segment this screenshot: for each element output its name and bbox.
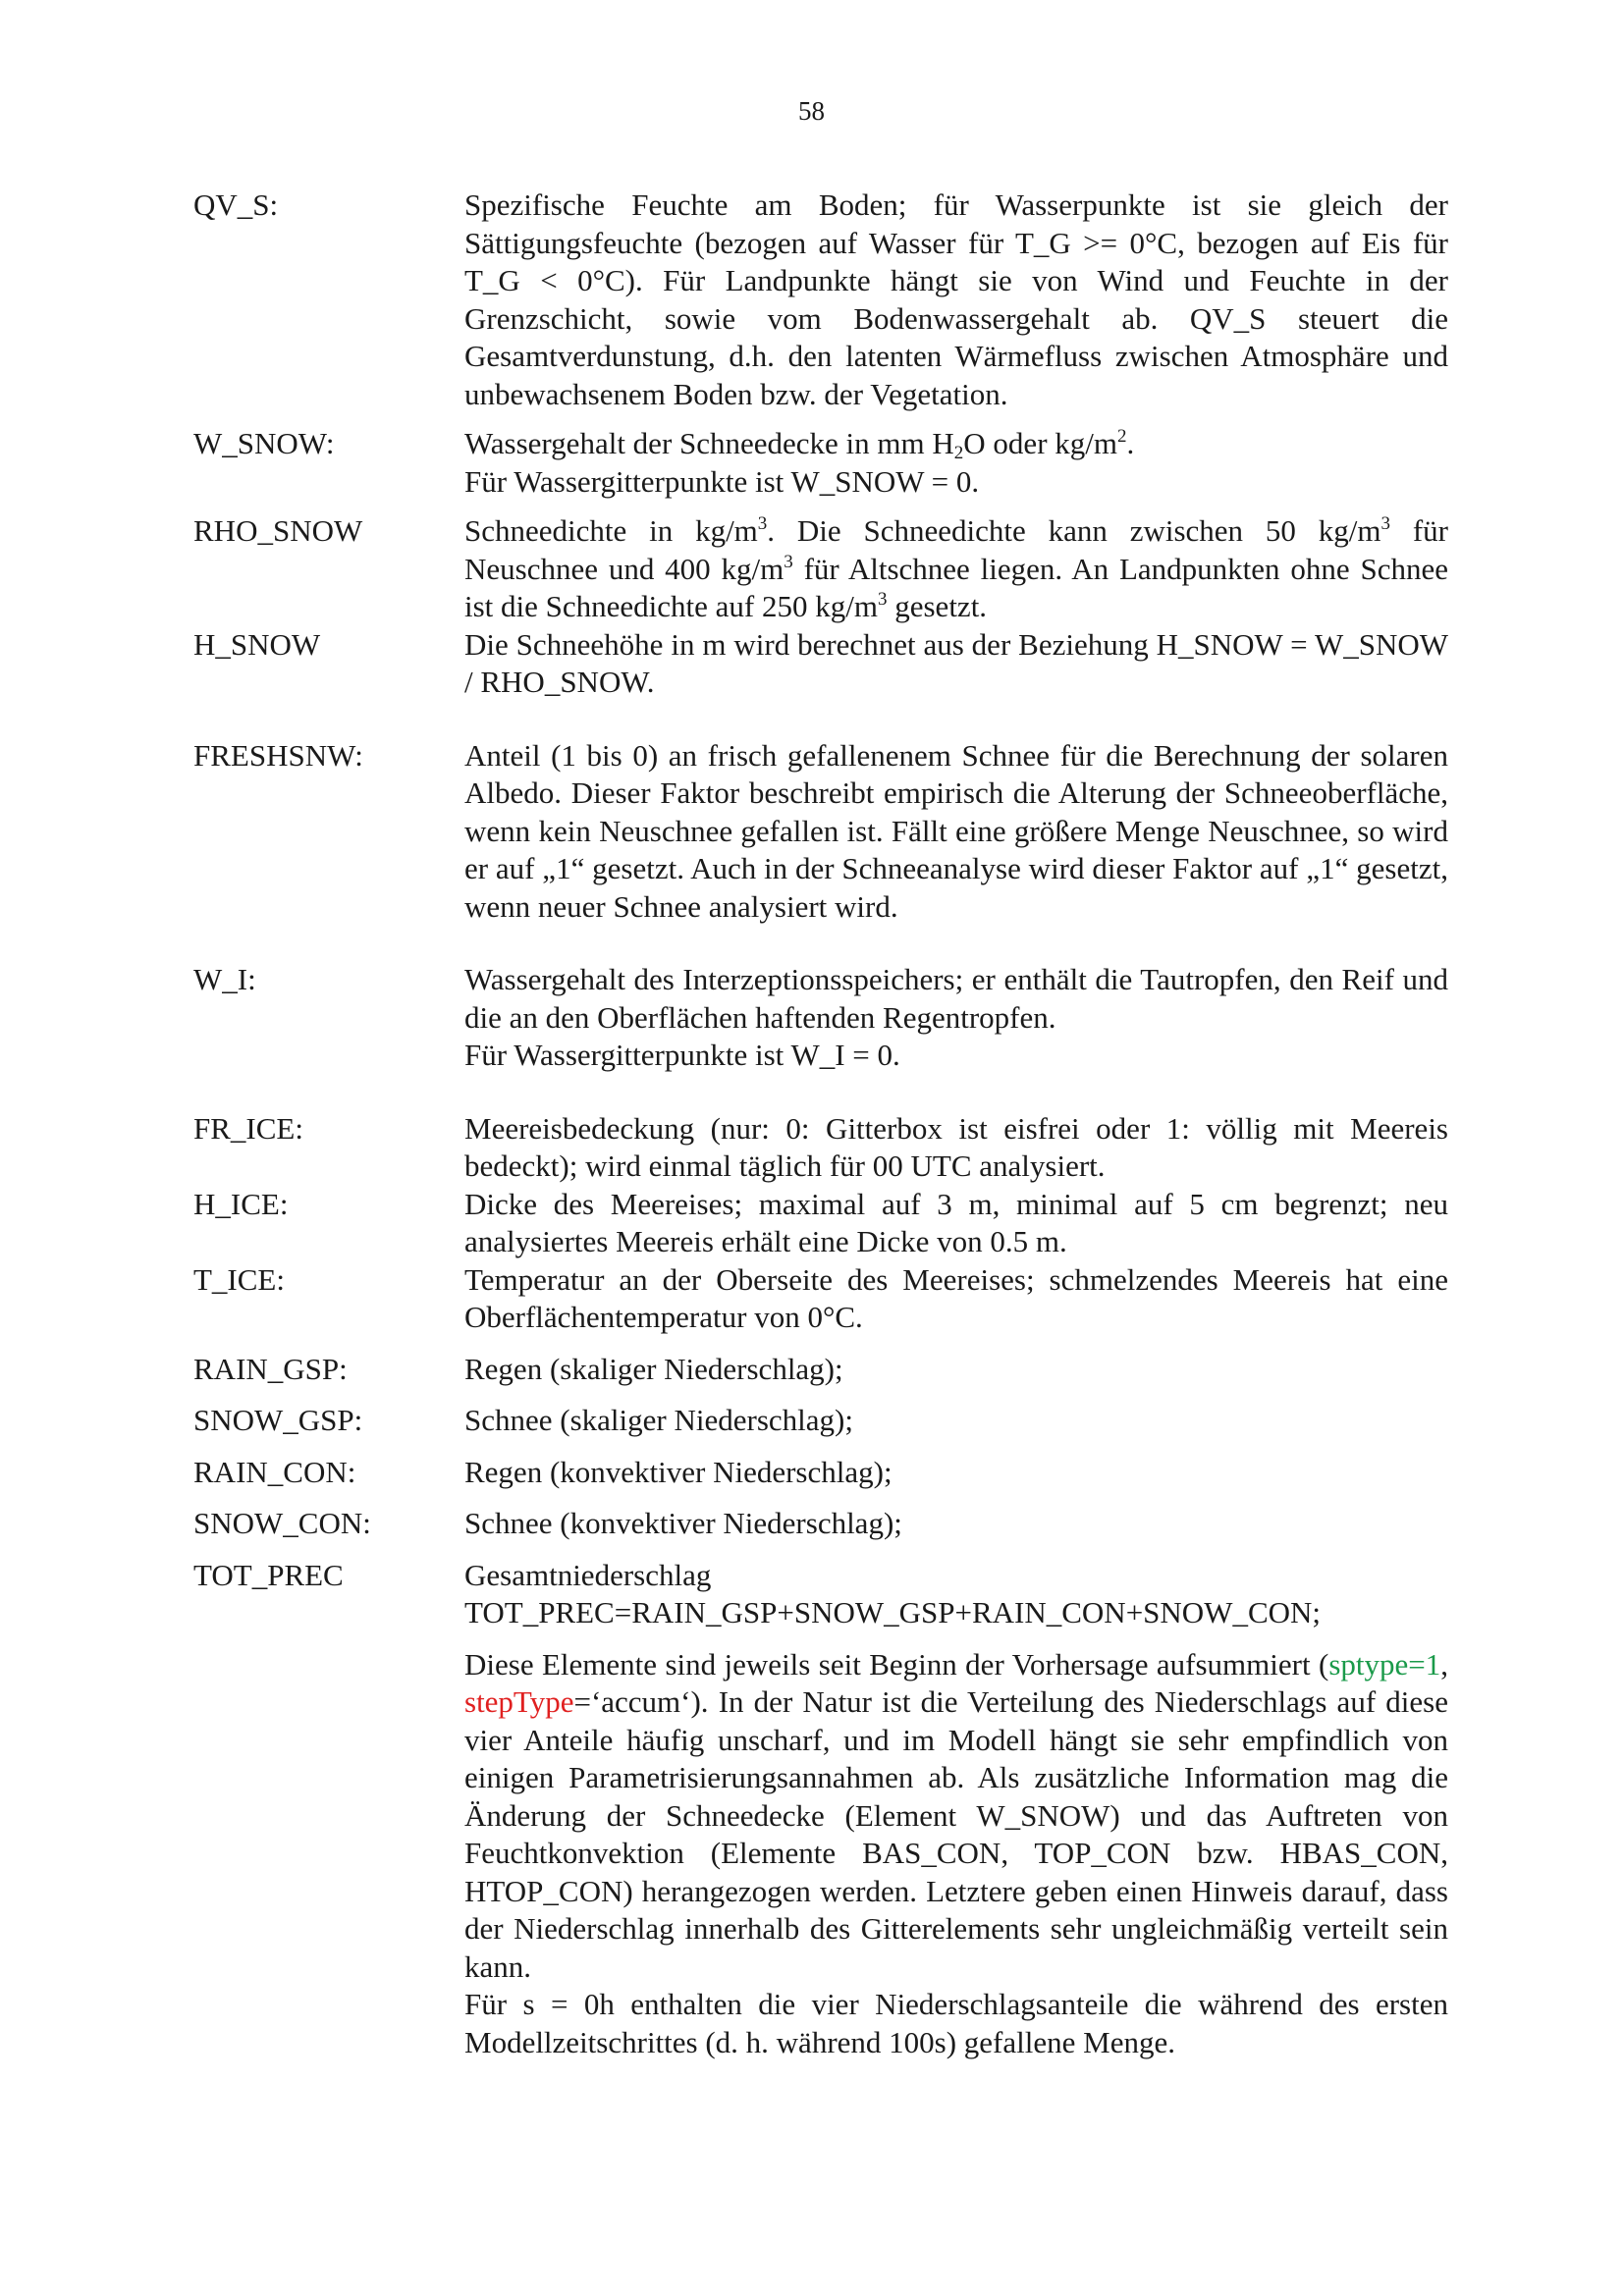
entry-h-snow [193, 626, 1448, 702]
entry-freshsnw [193, 737, 1448, 927]
term-freshsnw: FRESHSNW: [193, 737, 363, 773]
rho-text-3: für Neuschnee und 400 kg/m [464, 513, 1448, 586]
steptype-highlight: stepType [464, 1684, 574, 1719]
rho-sup-2: 3 [1380, 513, 1390, 534]
rho-text-5: gesetzt. [887, 589, 988, 623]
desc-rain-gsp: Regen (skaliger Niederschlag); [464, 1351, 843, 1386]
desc-rain-con: Regen (konvektiver Niederschlag); [464, 1454, 893, 1489]
entry-h-ice [193, 1186, 1448, 1261]
desc-h-ice: Dicke des Meereises; maximal auf 3 m, minimal auf 5 cm begrenzt; neu analysiertes Meereis erhält eine Dicke von 0.5 m. [464, 1186, 1448, 1258]
entry-snow-con [193, 1505, 1448, 1543]
desc-qv-s: Spezifische Feuchte am Boden; für Wasserpunkte ist sie gleich der Sättigungsfeuchte (bezogen auf Wasser für T_G >= 0°C, bezogen auf Eis für T_G < 0°C). Für Landpunkte hängt sie von Wind und Feuchte in der Grenzschicht, sowie vom Bodenwassergehalt ab. QV_S steuert die Gesamtverdunstung, d.h. den latenten Wärmefluss zwischen Atmosphäre und unbewachsenem Boden bzw. der Vegetation. [464, 187, 1448, 411]
desc-w-i [464, 961, 1448, 1075]
entry-w-i [193, 961, 1448, 1075]
desc-fr-ice: Meereisbedeckung (nur: 0: Gitterbox ist eisfrei oder 1: völlig mit Meereis bedeckt); wird einmal täglich für 00 UTC analysiert. [464, 1110, 1448, 1183]
entry-fr-ice [193, 1110, 1448, 1186]
term-qv-s: QV_S: [193, 187, 279, 222]
term-rain-con: RAIN_CON: [193, 1454, 356, 1489]
desc-notes [464, 1646, 1448, 2062]
tot-prec-formula: TOT_PREC=RAIN_GSP+SNOW_GSP+RAIN_CON+SNOW_CON; [464, 1595, 1322, 1629]
notes-comma: , [1440, 1646, 1448, 1682]
w-i-line-2: Für Wassergitterpunkte ist W_I = 0. [464, 1038, 900, 1072]
term-h-snow: H_SNOW [193, 626, 321, 662]
entry-qv-s [193, 187, 1448, 413]
term-snow-con: SNOW_CON: [193, 1506, 371, 1540]
parameter-list [193, 187, 1448, 2061]
rho-sup-4: 3 [877, 589, 888, 610]
entry-w-snow [193, 425, 1448, 501]
w-snow-superscript: 2 [1117, 426, 1127, 447]
entry-t-ice [193, 1261, 1448, 1337]
rho-text-2: . Die Schneedichte kann zwischen 50 kg/m [767, 513, 1381, 548]
entry-rain-con [193, 1454, 1448, 1492]
entry-rain-gsp [193, 1351, 1448, 1389]
rho-text-4: für Altschnee liegen. An Landpunkten ohne Schnee ist die Schneedichte auf 250 kg/m [464, 551, 1448, 623]
rho-sup-3: 3 [784, 551, 793, 572]
desc-tot-prec [464, 1557, 1448, 1632]
entry-snow-gsp [193, 1402, 1448, 1440]
w-snow-text-b: O oder kg/m [963, 426, 1117, 460]
notes-text-b: =‘accum‘). In der Natur ist die Verteilung des Niederschlags auf diese vier Anteile häufig unscharf, und im Modell hängt sie sehr empfindlich von einigen Parametrisierungsannahmen ab. Als zusätzliche Information mag die Änderung der Schneedecke (Element W_SNOW) und das Auftreten von Feuchtkonvektion (Elemente BAS_CON, TOP_CON bzw. HBAS_CON, HTOP_CON) herangezogen werden. Letztere geben einen Hinweis darauf, dass der Niederschlag innerhalb des Gitterelements sehr ungleichmäßig verteilt sein kann. [464, 1684, 1448, 1984]
term-h-ice: H_ICE: [193, 1186, 289, 1221]
desc-snow-con: Schnee (konvektiver Niederschlag); [464, 1506, 902, 1540]
term-w-i: W_I: [193, 962, 256, 996]
term-notes-blank [193, 1646, 464, 2062]
term-rain-gsp: RAIN_GSP: [193, 1351, 348, 1386]
term-t-ice: T_ICE: [193, 1261, 285, 1297]
term-fr-ice: FR_ICE: [193, 1110, 303, 1146]
rho-text-1: Schneedichte in kg/m [464, 513, 758, 548]
notes-paragraph-2: Für s = 0h enthalten die vier Niederschlagsanteile die während des ersten Modellzeitschrittes (d. h. während 100s) gefallene Menge. [464, 1987, 1448, 2059]
w-snow-text-a: Wassergehalt der Schneedecke in mm H [464, 426, 954, 460]
rho-sup-1: 3 [757, 513, 768, 534]
desc-w-snow [464, 425, 1448, 501]
tot-prec-line-1: Gesamtniederschlag [464, 1557, 712, 1592]
term-tot-prec: TOT_PREC [193, 1557, 344, 1592]
w-snow-line-2: Für Wassergitterpunkte ist W_SNOW = 0. [464, 463, 980, 499]
term-snow-gsp: SNOW_GSP: [193, 1403, 363, 1437]
sptype-highlight: sptype=1 [1328, 1646, 1441, 1682]
desc-freshsnw: Anteil (1 bis 0) an frisch gefallenenem Schnee für die Berechnung der solaren Albedo. Dieser Faktor beschreibt empirisch die Alterung der Schneeoberfläche, wenn kein Neuschnee gefallen ist. Fällt eine größere Menge Neuschnee, so wird er auf „1“ gesetzt. Auch in der Schneeanalyse wird dieser Faktor auf „1“ gesetzt, wenn neuer Schnee analysiert wird. [464, 737, 1448, 924]
desc-snow-gsp: Schnee (skaliger Niederschlag); [464, 1403, 853, 1437]
desc-t-ice: Temperatur an der Oberseite des Meereises; schmelzendes Meereis hat eine Oberflächentemperatur von 0°C. [464, 1261, 1448, 1334]
w-i-text: Wassergehalt des Interzeptionsspeichers; er enthält die Tautropfen, den Reif und die an den Oberflächen haftenden Regentropfen. [464, 962, 1448, 1035]
notes-text-a: Diese Elemente sind jeweils seit Beginn der Vorhersage aufsummiert ( [464, 1646, 1329, 1682]
w-snow-text-c: . [1126, 426, 1135, 460]
entry-tot-prec [193, 1557, 1448, 1632]
page-number: 58 [798, 96, 825, 126]
notes-paragraph-1 [464, 1646, 1448, 1987]
term-rho-snow: RHO_SNOW [193, 513, 363, 548]
term-w-snow: W_SNOW: [193, 426, 335, 460]
entry-rho-snow [193, 512, 1448, 626]
desc-h-snow: Die Schneehöhe in m wird berechnet aus der Beziehung H_SNOW = W_SNOW / RHO_SNOW. [464, 626, 1448, 699]
w-snow-subscript: 2 [953, 443, 964, 463]
desc-rho-snow [464, 512, 1448, 626]
entry-notes [193, 1646, 1448, 2062]
